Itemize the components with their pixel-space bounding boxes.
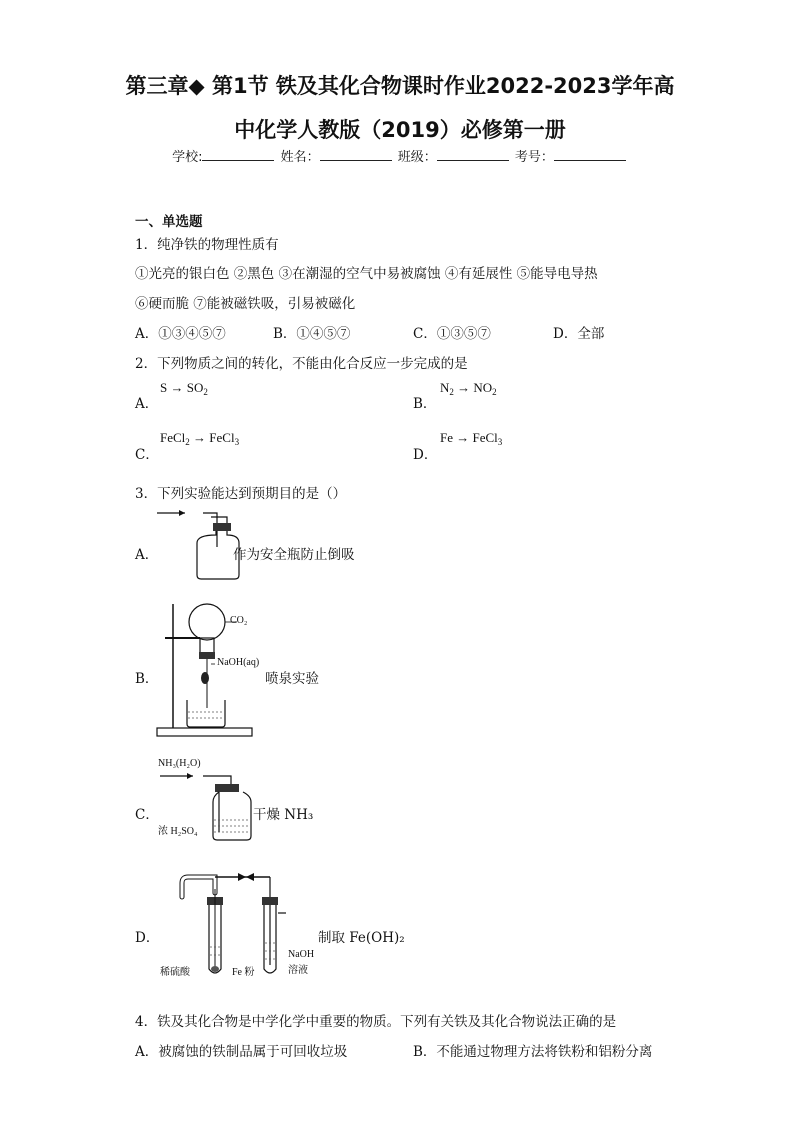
q2-letter-b[interactable]: B． <box>413 396 437 412</box>
q2-stem: 2．下列物质之间的转化，不能由化合反应一步完成的是 <box>135 356 468 372</box>
name-blank[interactable] <box>320 148 392 161</box>
section-heading: 一、单选题 <box>135 214 203 230</box>
q3-c-caption: 干燥 NH₃ <box>253 807 314 823</box>
title-line-2: 中化学人教版（2019）必修第一册 <box>234 118 566 142</box>
q1-stem: 1．纯净铁的物理性质有 <box>135 237 279 253</box>
q3-b-label-liquid: NaOH(aq) <box>217 657 260 668</box>
q3-c-label-gas: NH₃(H₂O) <box>158 758 201 769</box>
q3-b-label-gas: CO₂ <box>230 615 248 626</box>
q3-d-label-acid: 稀硫酸 <box>160 967 190 978</box>
q3-stem: 3．下列实验能达到预期目的是（） <box>135 486 347 502</box>
q1-items-1: ①光亮的银白色 ②黑色 ③在潮湿的空气中易被腐蚀 ④有延展性 ⑤能导电导热 <box>135 266 598 282</box>
q3-c-label-acid: 浓 H₂SO₄ <box>158 826 198 837</box>
q3-a-caption: 作为安全瓶防止倒吸 <box>233 547 355 563</box>
student-info-row <box>0 146 800 165</box>
q2-formula-a: $S \to SO_2$ <box>160 380 208 397</box>
q2-formula-d: Fe → FeCl$_3$ <box>440 430 503 447</box>
q3-letter-c[interactable]: C． <box>135 807 159 823</box>
q2-formula-c: FeCl$_2$ → FeCl$_3$ <box>160 430 240 447</box>
class-label: 班级： <box>397 150 437 165</box>
q3-letter-d[interactable]: D． <box>135 930 160 946</box>
school-label: 学校: <box>172 150 203 165</box>
q3-d-caption: 制取 Fe(OH)₂ <box>318 930 405 946</box>
q1-option-b[interactable]: B．①④⑤⑦ <box>273 326 351 342</box>
q4-option-b[interactable]: B．不能通过物理方法将铁粉和铝粉分离 <box>413 1044 653 1060</box>
q4-option-a[interactable]: A．被腐蚀的铁制品属于可回收垃圾 <box>135 1044 348 1060</box>
class-blank[interactable] <box>437 148 509 161</box>
q2-letter-c[interactable]: C． <box>135 447 159 463</box>
q1-option-a[interactable]: A．①③④⑤⑦ <box>135 326 226 342</box>
q3-b-caption: 喷泉实验 <box>265 671 319 687</box>
q4-stem: 4．铁及其化合物是中学化学中重要的物质。下列有关铁及其化合物说法正确的是 <box>135 1014 617 1030</box>
q3-a-safety-bottle-figure <box>155 505 235 585</box>
q1-option-d[interactable]: D．全部 <box>553 326 605 342</box>
q3-letter-b[interactable]: B． <box>135 671 159 687</box>
title-line-1: 第三章◆ 第1节 铁及其化合物课时作业2022-2023学年高 <box>125 74 675 98</box>
q2-letter-a[interactable]: A． <box>135 396 159 412</box>
q2-letter-d[interactable]: D． <box>413 447 438 463</box>
exam-no-label: 考号： <box>514 150 554 165</box>
name-label: 姓名： <box>280 150 320 165</box>
q3-d-label-fe: Fe 粉 <box>232 967 255 978</box>
q2-formula-b: $N_2 \to NO_2$ <box>440 380 497 397</box>
exam-no-blank[interactable] <box>554 148 626 161</box>
q1-items-2: ⑥硬而脆 ⑦能被磁铁吸，引易被磁化 <box>135 296 356 312</box>
q3-d-label-solution: 溶液 <box>288 965 308 976</box>
q3-letter-a[interactable]: A． <box>135 547 159 563</box>
q3-d-label-naoh: NaOH <box>288 949 315 960</box>
school-blank[interactable] <box>202 148 274 161</box>
q1-option-c[interactable]: C．①③⑤⑦ <box>413 326 491 342</box>
